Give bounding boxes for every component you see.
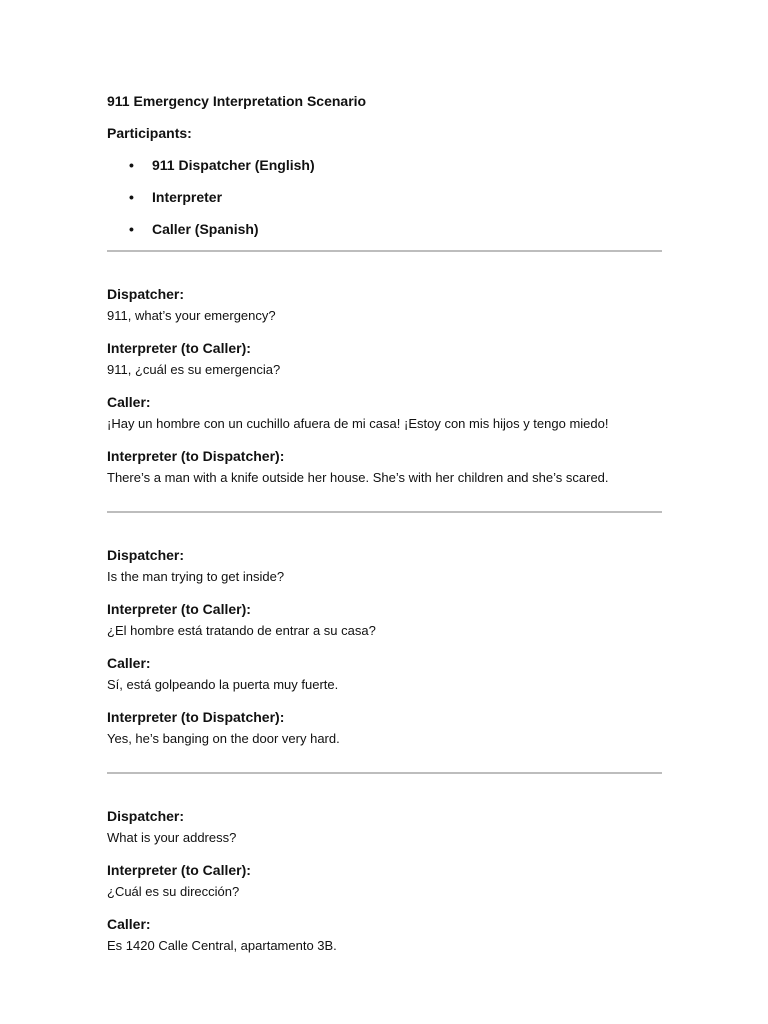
- speaker-label: Dispatcher:: [107, 547, 185, 563]
- utterance-text: 911, ¿cuál es su emergencia?: [107, 362, 281, 377]
- participant-item-dispatcher: [107, 154, 662, 176]
- utterance-text: ¿Cuál es su dirección?: [107, 884, 240, 899]
- bullet-icon: •: [129, 157, 134, 173]
- utterance-text: What is your address?: [107, 830, 237, 845]
- dialogue-turn: [107, 859, 662, 903]
- document-page: [107, 90, 662, 979]
- speaker-label: Interpreter (to Dispatcher):: [107, 709, 285, 725]
- speaker-label: Dispatcher:: [107, 808, 185, 824]
- exchange-section-1: [107, 252, 662, 511]
- dialogue-turn: [107, 544, 662, 588]
- participants-heading: Participants:: [107, 125, 192, 141]
- dialogue-turn: [107, 391, 662, 435]
- dialogue-turn: [107, 913, 662, 957]
- speaker-label: Dispatcher:: [107, 286, 185, 302]
- utterance-text: ¡Hay un hombre con un cuchillo afuera de mi casa! ¡Estoy con mis hijos y tengo miedo!: [107, 416, 609, 431]
- dialogue-turn: [107, 445, 662, 489]
- utterance-text: Es 1420 Calle Central, apartamento 3B.: [107, 938, 337, 953]
- utterance-text: There’s a man with a knife outside her house. She’s with her children and she’s scared.: [107, 470, 609, 485]
- utterance-text: Yes, he’s banging on the door very hard.: [107, 731, 340, 746]
- dialogue-turn: [107, 598, 662, 642]
- participant-item-interpreter: [107, 186, 662, 208]
- speaker-label: Interpreter (to Caller):: [107, 862, 251, 878]
- utterance-text: 911, what’s your emergency?: [107, 308, 276, 323]
- dialogue-turn: [107, 805, 662, 849]
- dialogue-turn: [107, 283, 662, 327]
- speaker-label: Caller:: [107, 655, 151, 671]
- document-title: 911 Emergency Interpretation Scenario: [107, 93, 367, 109]
- dialogue-turn: [107, 652, 662, 696]
- utterance-text: ¿El hombre está tratando de entrar a su casa?: [107, 623, 376, 638]
- speaker-label: Caller:: [107, 394, 151, 410]
- participant-label: Interpreter: [152, 189, 223, 205]
- participants-list: [107, 154, 662, 240]
- speaker-label: Caller:: [107, 916, 151, 932]
- dialogue-turn: [107, 706, 662, 750]
- participant-item-caller: [107, 218, 662, 240]
- speaker-label: Interpreter (to Dispatcher):: [107, 448, 285, 464]
- dialogue-turn: [107, 337, 662, 381]
- exchange-section-2: [107, 513, 662, 772]
- utterance-text: Is the man trying to get inside?: [107, 569, 285, 584]
- bullet-icon: •: [129, 189, 134, 205]
- speaker-label: Interpreter (to Caller):: [107, 340, 251, 356]
- exchange-section-3: [107, 774, 662, 979]
- speaker-label: Interpreter (to Caller):: [107, 601, 251, 617]
- participant-label: Caller (Spanish): [152, 221, 259, 237]
- utterance-text: Sí, está golpeando la puerta muy fuerte.: [107, 677, 339, 692]
- bullet-icon: •: [129, 221, 134, 237]
- participant-label: 911 Dispatcher (English): [152, 157, 315, 173]
